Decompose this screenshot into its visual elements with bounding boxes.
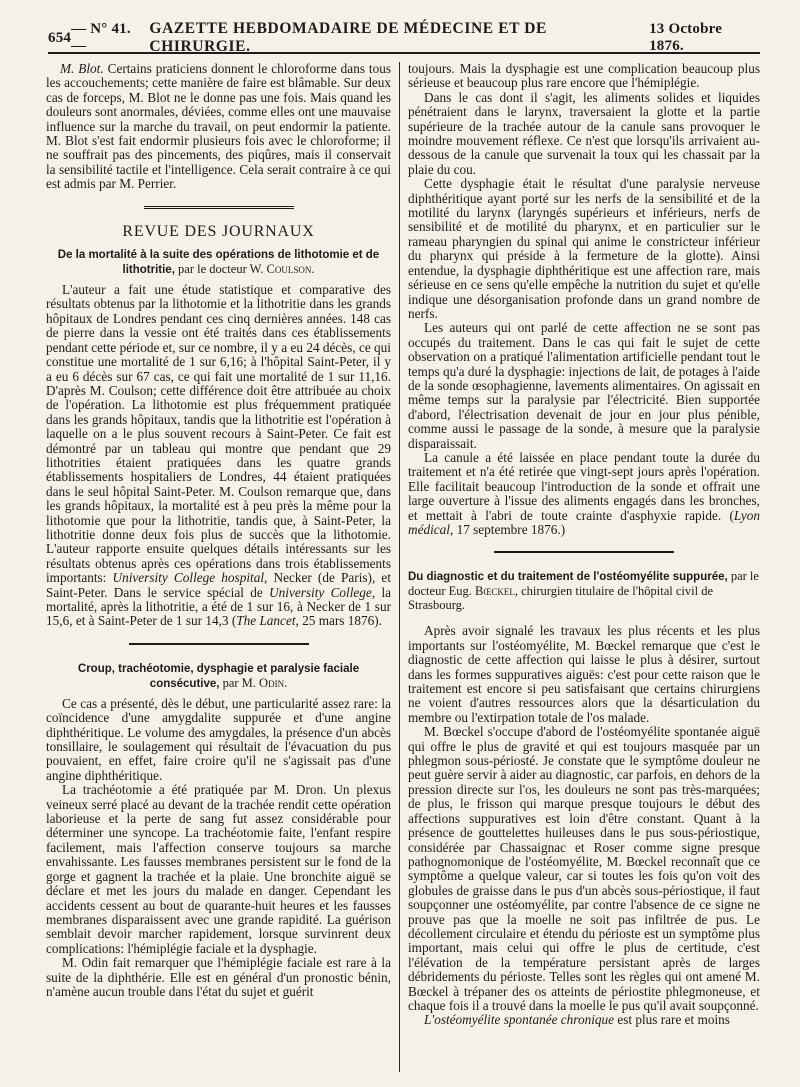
- left-column: [46, 62, 391, 1074]
- speaker-name: M. Blot.: [60, 62, 104, 76]
- article-title: De la mortalité à la suite des opérations de lithotomie et de lithotritie,: [57, 249, 380, 277]
- issue-number: — N° 41. —: [71, 21, 131, 54]
- article-paragraph: M. Odin fait remarquer que l'hémiplégie faciale est rare à la suite de la diphthérie. Elle est en général d'un pronostic bénin, n'amène aucun trouble dans l'état du sujet et guérit: [46, 955, 391, 999]
- article-heading-croup: [46, 661, 391, 691]
- article-paragraph: toujours. Mais la dysphagie est une complication beaucoup plus sérieuse et beaucoup plus rare encore que l'hémiplégie.: [408, 62, 760, 91]
- article-paragraph: Après avoir signalé les travaux les plus récents et les plus importants sur l'ostéomyélite, M. Bœckel remarque que c'est le diagnostic de cette affection qui laisse le plus à désirer, surtout dans les formes suppuratives aiguës: c'est pour cette raison que le traitement est encore si peu satisfaisant que certains chirurgiens ne voient d'autres ressources alors que la désarticulation du membre ou l'extirpation totale de l'os malade.: [408, 623, 760, 725]
- article-byline: chirurgien titulaire de l'hôpital civil de Strasbourg.: [408, 584, 713, 613]
- article-paragraph: M. Bœckel s'occupe d'abord de l'ostéomyélite spontanée aiguë qui offre le plus de gravité et qui est toujours masquée par un phlegmon sous-périosté. Je constate que le symptôme douleur ne peut guère servir à aider au diagnostic, car parfois, en dehors de la pression directe sur l'os, les douleurs ne sont pas très-marquées; de plus, le frisson qui marque presque toujours le début des affections suppuratives est loin d'être constant. Quant à la présence de gouttelettes huileuses dans le pus sous-périostique, considérée par Chassaignac et Roser comme signe presque pathognomonique de l'ostéomyélite, M. Bœckel reconnaît que ce symptôme a quelque valeur, car si toutes les fois qu'on voit des globules de graisse dans le pus d'un abcès sous-périostique, il faut soupçonner une ostéomyélite, par contre l'absence de ce signe ne prouve pas que la moelle ne soit pas infiltrée de pus. Le décollement circulaire et étendu du périoste est un symptôme plus important, mais celui qui offre le plus de certitude, c'est l'élévation de la température persistant après de larges débridements du périoste. Telles sont les règles qui ont amené M. Bœckel à trépaner des os atteints de périostite phlegmoneuse, et chaque fois il a trouvé dans la moelle le pus qu'il avait soupçonné.: [408, 724, 760, 1013]
- article-title: Du diagnostic et du traitement de l'ostéomyélite suppurée,: [408, 571, 728, 584]
- article-author: Odin.: [259, 675, 288, 690]
- article-title: Croup, trachéotomie, dysphagie et paralysie faciale consécutive,: [77, 662, 360, 690]
- section-separator: [144, 206, 294, 209]
- continued-text: Certains praticiens donnent le chloroforme dans tous les accouchements; cette manière de faire est blâmable. Sur deux cas de forceps, M. Blot ne le donne pas une fois. Mais quand les douleurs sont anormales, déviées, comme elles ont une mauvaise influence sur la marche du travail, on peut endormir la patiente. M. Blot s'est fait endormir plusieurs fois avec le chloroforme; il ne souffrait pas des pincements, des piqûres, mais il conservait la sensibilité tactile et l'intelligence. Cela serait contraire à ce qui est admis par M. Perrier.: [46, 62, 391, 192]
- page-header: [48, 20, 760, 55]
- issue-date: 13 Octobre 1876.: [649, 21, 723, 54]
- column-divider: [399, 62, 400, 1072]
- article-paragraph: Cette dysphagie était le résultat d'une paralysie nerveuse diphthéritique ayant porté sur les nerfs de la sensibilité et de la motilité du larynx (laryngés supérieurs et inférieurs, nerfs de sensibilité et de motilité du pharynx, et en particulier sur le rameau pharyngien du spinal qui anime le constricteur inférieur du pharynx qui préside à la fermeture de la glotte). Ainsi entendue, la dysphagie diphthéritique est une affection rare, mais sérieuse en ce sens qu'elle empêche la nutrition du sujet et qu'elle indique une désorganisation profonde dans un grand nombre de nerfs.: [408, 176, 760, 321]
- paragraph-text: est plus rare et moins: [614, 1012, 730, 1028]
- article-byline: par M.: [219, 675, 260, 690]
- article-paragraph: La trachéotomie a été pratiquée par M. Dron. Un plexus veineux serré placé au devant de la trachée rendit cette opération laborieuse et la perte de sang fut assez considérable pour déterminer une syncope. La trachéotomie faite, l'enfant respire facilement, mais l'affection conserve toujours sa marche envahissante. Les fausses membranes persistent sur le fond de la gorge et gagnent la trachée et la plaie. Une bronchite aiguë se déclare et met les jours du malade en danger. Cependant les accidents cessent au bout de quarante-huit heures et les fausses membranes disparaissent avec une grande rapidité. La guérison semblait devoir marcher rapidement, lorsque survinrent deux complications: l'hémiplégie faciale et la dysphagie.: [46, 782, 391, 956]
- hospital-name: University College hospital: [112, 570, 265, 586]
- paragraph-text: , Necker (de Paris), et Saint-Peter. Dans le service spécial de: [46, 570, 391, 600]
- source-journal: The Lancet: [236, 613, 296, 629]
- article-paragraph: Dans le cas dont il s'agit, les aliments solides et liquides pénétraient dans le larynx, traversaient la glotte et la partie supérieure de la trachée autour de la canule sans provoquer le moindre mouvement réflexe. Ce n'est que lorsqu'ils arrivaient au-dessous de la canule que survenait la toux qui les chassait par la plaie du cou.: [408, 89, 760, 177]
- article-paragraph: Les auteurs qui ont parlé de cette affection ne se sont pas occupés du traitement. Dans le cas qui fait le sujet de cette observation on a pratiqué l'alimentation artificielle pendant tout le temps qu'a duré la dysphagie: injections de lait, de potages à l'aide de la sonde œsophagienne, lavements alimentaires. On agissait en même temps sur la paralysie par l'électricité. Bien supportée d'abord, l'électrisation devenait de jour en jour plus pénible, comme aussi le passage de la sonde, à mesure que la paralysie disparaissait.: [408, 320, 760, 451]
- article-separator: [129, 643, 309, 645]
- paragraph-text: La canule a été laissée en place pendant toute la durée du traitement et n'a été retirée que vingt-sept jours après l'opération. Elle facilitait beaucoup l'introduction de la sonde et offrait une large ouverture à l'issue des aliments engagés dans les bronches, et mettait à l'abri de toute crainte d'asphyxie rapide. (: [408, 449, 760, 523]
- page-number: 654: [48, 29, 72, 46]
- paragraph-text: , 25 mars 1876).: [295, 613, 382, 629]
- article-heading-lithotomie: [46, 247, 391, 277]
- article-paragraph: [46, 283, 391, 629]
- section-title: REVUE DES JOURNAUX: [122, 222, 315, 240]
- article-paragraph: [408, 1013, 760, 1027]
- article-paragraph: [408, 451, 760, 537]
- continued-paragraph: [46, 62, 391, 192]
- right-column: [408, 62, 760, 1074]
- article-separator: [494, 551, 674, 553]
- emphasis-text: L'ostéomyélite spontanée chronique: [424, 1012, 615, 1028]
- paragraph-text: 17 septembre 1876.): [453, 522, 566, 537]
- article-heading-osteomyelite: [408, 569, 760, 612]
- journal-title: GAZETTE HEBDOMADAIRE DE MÉDECINE ET DE CHIRURGIE.: [149, 20, 547, 55]
- article-paragraph: Ce cas a présenté, dès le début, une particularité assez rare: la coïncidence d'une amygdalite suppurée et d'une angine diphthéritique. Le volume des amygdales, la présence d'un abcès tonsillaire, le soulagement qui résultait de l'évacuation du pus pouvaient, en effet, faire croire qu'il ne s'agissait pas d'une angine diphthéritique.: [46, 695, 391, 783]
- header-rule: [48, 52, 760, 54]
- article-byline: par le docteur W.: [174, 262, 267, 277]
- article-byline: par le docteur Eug.: [408, 569, 759, 599]
- source-journal: Lyon médical,: [408, 507, 760, 537]
- article-author: Bœckel,: [475, 584, 518, 599]
- paragraph-text: , la mortalité, après la lithotritie, a été de 1 sur 16, à Necker de 1 sur 15,6, et à Saint-Peter de 1 sur 14,3 (: [46, 584, 391, 629]
- paragraph-text: L'auteur a fait une étude statistique et comparative des résultats obtenus par la lithotomie et la lithotritie dans les grands hôpitaux de Londres pendant ces cinq dernières années. 148 cas de pierre dans la vessie ont été traités dans ces établissements pendant cette période et, sur ce nombre, il y a eu 24 décès, ce qui constitue une mortalité de 1 sur 6,16; à l'hôpital Saint-Peter, il y a eu 6 décès sur 67 cas, ce qui fait une mortalité de 1 sur 11,16. D'après M. Coulson; cette différence doit être attribuée au choix de l'opération. La lithotomie est plus fréquemment pratiquée dans les grands hôpitaux, tandis que la lithotritie est l'opération à laquelle on a le plus souvent recours à Saint-Peter. Ce fait est démontré par un tableau qui montre que pendant que 29 lithotrities étaient pratiquées dans les quatre grands établissements hospitaliers de Londres, 44 étaient pratiquées dans le seul hôpital Saint-Peter. M. Coulson remarque que, dans les grands hôpitaux, la mortalité est à peu près la même pour la lithotomie que pour la lithotritie, tandis que, à Saint-Peter, la lithotritie donne deux fois plus de succès que la lithotomie. L'auteur rapporte ensuite quelques détails intéressants sur les résultats obtenus après ces opérations dans trois établissements importants:: [46, 282, 391, 586]
- hospital-name: University College: [269, 584, 372, 600]
- article-author: Coulson.: [266, 262, 315, 277]
